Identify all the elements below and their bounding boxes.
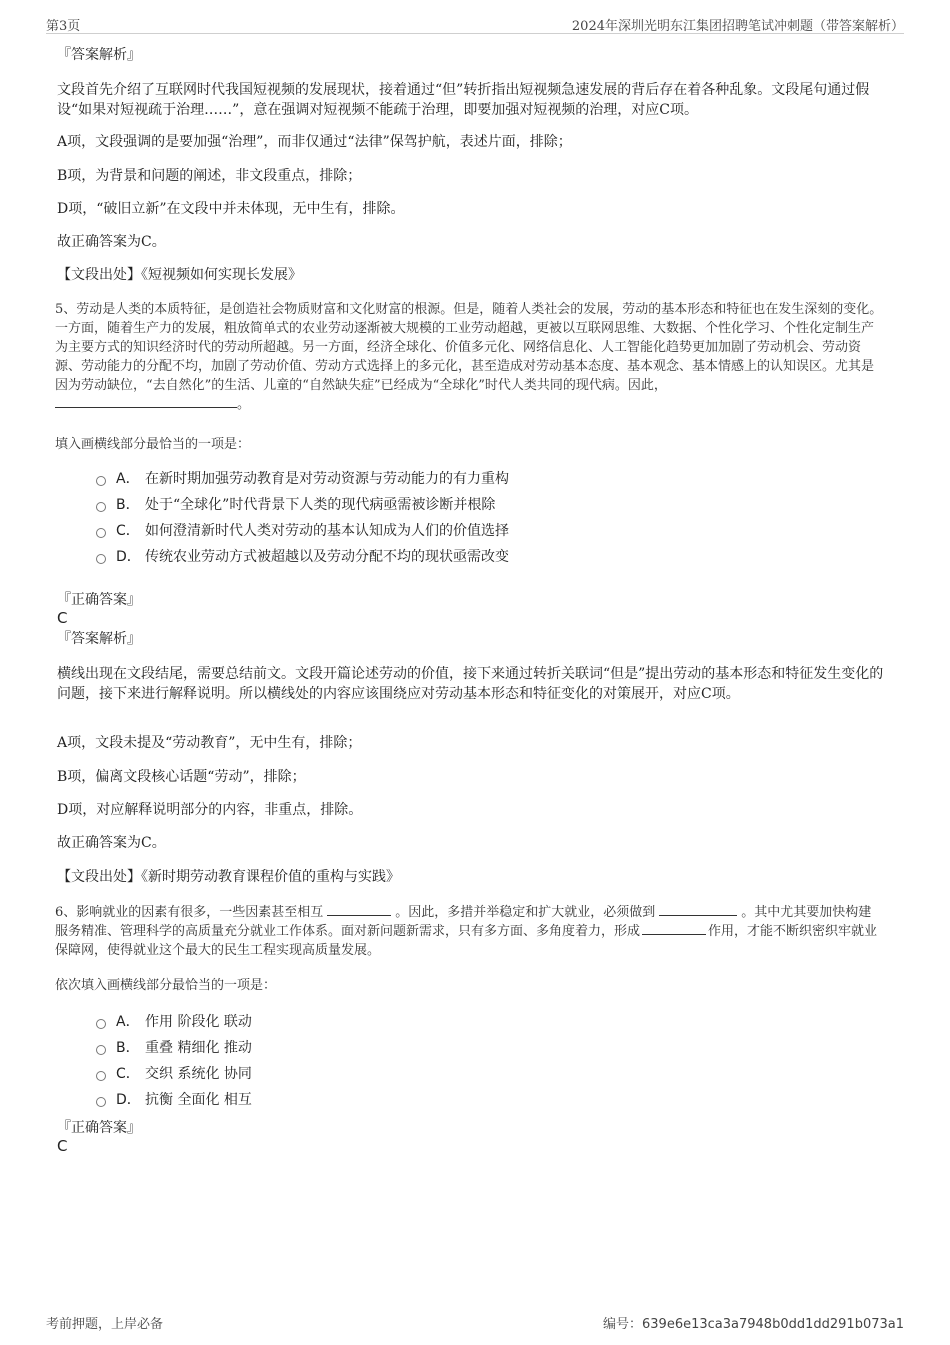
q6-blank-3 xyxy=(642,922,706,935)
option-letter: A． xyxy=(116,1014,140,1030)
q4-analysis-label: 『答案解析』 xyxy=(57,47,141,63)
q6-stem-part-3: 。其中尤其要加快构建服务精准、管理科学的高质量充分就业工作体系。面对新问题新需求，只有多方面、多角度着力，形成 xyxy=(55,905,872,939)
q6-correct-answer: C xyxy=(57,1137,68,1155)
radio-button-icon[interactable] xyxy=(96,1045,106,1055)
q5-analysis-label: 『答案解析』 xyxy=(57,631,141,647)
q6-stem xyxy=(55,903,884,960)
page-footer xyxy=(46,1313,904,1332)
option-text: 交织 系统化 协同 xyxy=(145,1066,252,1082)
radio-button-icon[interactable] xyxy=(96,502,106,512)
q5-analysis-line-d: D项，对应解释说明部分的内容，非重点，排除。 xyxy=(57,802,363,818)
q5-stem-text: 5、劳动是人类的本质特征，是创造社会物质财富和文化财富的根源。但是，随着人类社会的发展，劳动的基本形态和特征也在发生深刻的变化。一方面，随着生产力的发展，粗放简单式的农业劳动逐渐被大规模的工业劳动超越，更被以互联网思维、大数据、个性化学习、个性化定制生产为主要方式的知识经济时代的劳动所超越。另一方面，经济全球化、价值多元化、网络信息化、人工智能化趋势更加加剧了劳动机会、劳动资源、劳动能力的分配不均，加剧了劳动价值、劳动方式选择上的多元化，甚至造成对劳动基本态度、基本观念、基本情感上的认知误区。尤其是因为劳动缺位，“去自然化”的生活、儿童的“自然缺失症”已经成为“全球化”时代人类共同的现代病。因此， xyxy=(55,302,883,393)
q5-correct-label: 『正确答案』 xyxy=(57,592,141,608)
option-letter: B． xyxy=(116,1040,140,1056)
option-letter: D． xyxy=(116,549,141,565)
page-header xyxy=(46,14,904,34)
option-text: 重叠 精细化 推动 xyxy=(145,1040,252,1056)
q5-analysis-line-a: A项，文段未提及“劳动教育”，无中生有，排除； xyxy=(57,735,362,751)
document-code xyxy=(603,1313,904,1332)
q5-source: 【文段出处】《新时期劳动教育课程价值的重构与实践》 xyxy=(57,869,400,885)
q5-analysis-line-b: B项，偏离文段核心话题“劳动”，排除； xyxy=(57,769,306,785)
q4-conclusion: 故正确答案为C。 xyxy=(57,234,166,250)
option-letter: C． xyxy=(116,1066,140,1082)
radio-button-icon[interactable] xyxy=(96,1097,106,1107)
radio-button-icon[interactable] xyxy=(96,528,106,538)
q6-blank-2 xyxy=(659,903,737,916)
radio-button-icon[interactable] xyxy=(96,554,106,564)
q5-analysis-text: 横线出现在文段结尾，需要总结前文。文段开篇论述劳动的价值，接下来通过转折关联词“但是”提出劳动的基本形态和特征发生变化的问题，接下来进行解释说明。所以横线处的内容应该围绕应对劳动基本形态和特征变化的对策展开，对应C项。 xyxy=(57,666,884,702)
q4-source: 【文段出处】《短视频如何实现长发展》 xyxy=(57,267,302,283)
q6-correct-label: 『正确答案』 xyxy=(57,1120,141,1136)
radio-button-icon[interactable] xyxy=(96,476,106,486)
option-letter: A． xyxy=(116,471,140,487)
q5-prompt: 填入画横线部分最恰当的一项是： xyxy=(55,437,251,452)
q4-analysis-line-a: A项，文段强调的是要加强“治理”，而非仅通过“法律”保驾护航，表述片面，排除； xyxy=(57,134,572,150)
q6-stem-part-2: 。因此，多措并举稳定和扩大就业，必须做到 xyxy=(395,905,656,920)
option-text: 处于“全球化”时代背景下人类的现代病亟需被诊断并根除 xyxy=(145,497,496,513)
option-letter: B． xyxy=(116,497,140,513)
q4-analysis-line-b: B项，为背景和问题的阐述，非文段重点，排除； xyxy=(57,168,362,184)
q5-stem xyxy=(55,300,884,414)
radio-button-icon[interactable] xyxy=(96,1071,106,1081)
option-letter: D． xyxy=(116,1092,141,1108)
code-label: 编号： xyxy=(603,1317,643,1332)
q5-blank xyxy=(55,395,237,408)
page-number: 第3页 xyxy=(46,19,81,34)
option-text: 如何澄清新时代人类对劳动的基本认知成为人们的价值选择 xyxy=(145,523,509,539)
q4-analysis-line-d: D项，“破旧立新”在文段中并未体现，无中生有，排除。 xyxy=(57,201,405,217)
q5-correct-answer: C xyxy=(57,609,68,627)
q4-analysis-text: 文段首先介绍了互联网时代我国短视频的发展现状，接着通过“但”转折指出短视频急速发展的背后存在着各种乱象。文段尾句通过假设“如果对短视疏于治理……”，意在强调对短视频不能疏于治理，即要加强对短视频的治理，对应C项。 xyxy=(57,82,870,118)
code-value: 639e6e13ca3a7948b0dd1dd291b073a1 xyxy=(642,1317,904,1332)
q6-stem-part-1: 6、影响就业的因素有很多，一些因素甚至相互 xyxy=(55,905,324,920)
option-letter: C． xyxy=(116,523,140,539)
radio-button-icon[interactable] xyxy=(96,1019,106,1029)
q6-stem-part-4: 作用，才能不断织密织牢就业保障网，使得就业这个最大的民生工程实现高质量发展。 xyxy=(55,924,878,958)
option-text: 抗衡 全面化 相互 xyxy=(145,1092,252,1108)
option-text: 在新时期加强劳动教育是对劳动资源与劳动能力的有力重构 xyxy=(145,471,509,487)
q6-prompt: 依次填入画横线部分最恰当的一项是： xyxy=(55,978,277,993)
footer-slogan: 考前押题，上岸必备 xyxy=(46,1317,164,1332)
document-title: 2024年深圳光明东江集团招聘笔试冲刺题（带答案解析） xyxy=(571,19,904,34)
option-text: 作用 阶段化 联动 xyxy=(145,1014,252,1030)
q6-blank-1 xyxy=(327,903,391,916)
q5-conclusion: 故正确答案为C。 xyxy=(57,835,166,851)
option-text: 传统农业劳动方式被超越以及劳动分配不均的现状亟需改变 xyxy=(145,549,509,565)
q5-stem-end: 。 xyxy=(237,397,251,412)
